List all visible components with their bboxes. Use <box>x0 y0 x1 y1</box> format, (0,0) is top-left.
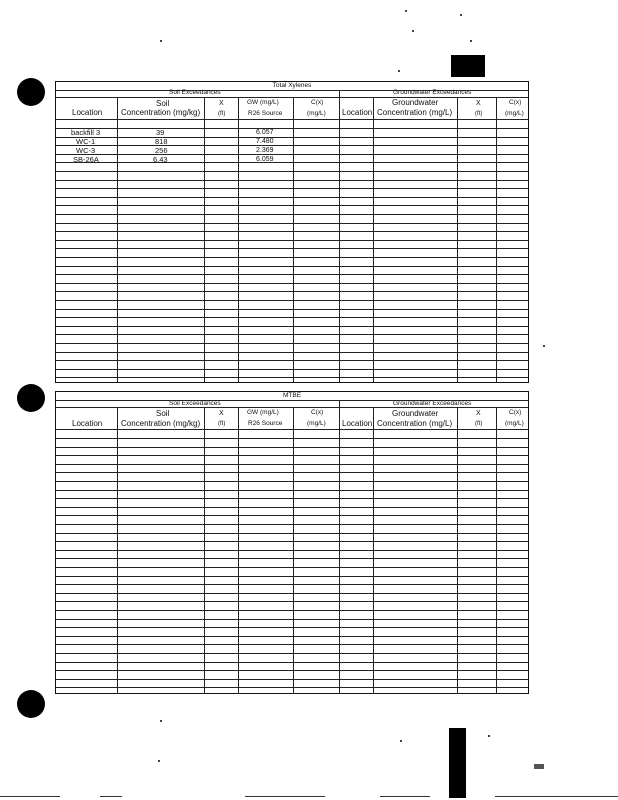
table-row-rule <box>56 274 528 275</box>
row-gw-source: 6.057 <box>256 129 274 136</box>
table-row-rule <box>56 541 528 542</box>
soil-group-header: Soil Exceedances <box>169 89 221 96</box>
table-row-rule <box>56 601 528 602</box>
row-gw-source: 7.480 <box>256 138 274 145</box>
row-gw-source: 2.369 <box>256 147 274 154</box>
table-row-rule <box>56 472 528 473</box>
table-row-rule <box>56 257 528 258</box>
gw-cx-header-top: C(x) <box>509 99 522 106</box>
table-row-rule <box>56 317 528 318</box>
table-row-rule <box>56 619 528 620</box>
table-row-rule <box>56 214 528 215</box>
table-row-rule <box>56 283 528 284</box>
table-row-rule <box>56 627 528 628</box>
table-row-rule <box>56 438 528 439</box>
table-row-rule <box>56 154 528 155</box>
scan-speck <box>160 720 162 722</box>
header-rule <box>56 119 528 120</box>
scan-speck <box>488 735 490 737</box>
table-row-rule <box>56 162 528 163</box>
gw-cx-header-bottom: (mg/L) <box>505 110 524 117</box>
scan-speck <box>405 10 407 12</box>
table-row-rule <box>56 490 528 491</box>
table-row-rule <box>56 653 528 654</box>
scan-speck <box>412 30 414 32</box>
table-row-rule <box>56 128 528 129</box>
table-row-rule <box>56 197 528 198</box>
header-rule <box>56 400 528 401</box>
group-divider <box>339 90 340 382</box>
table-row-rule <box>56 309 528 310</box>
row-location: WC-1 <box>76 137 96 146</box>
x-header-bottom: (ft) <box>218 111 226 117</box>
header-rule <box>56 407 528 408</box>
table-row-rule <box>56 558 528 559</box>
table-row-rule <box>56 481 528 482</box>
gw-column-header-bottom: Concentration (mg/L) <box>377 108 453 117</box>
row-soil-concentration: 6.43 <box>153 155 168 164</box>
table-row-rule <box>56 291 528 292</box>
table-row-rule <box>56 455 528 456</box>
row-soil-concentration: 256 <box>155 146 168 155</box>
table-row-rule <box>56 662 528 663</box>
table-row-rule <box>56 326 528 327</box>
table-row-rule <box>56 524 528 525</box>
scan-mark-small <box>534 764 544 769</box>
location-header: Location <box>72 419 103 428</box>
table-row-rule <box>56 145 528 146</box>
table-row-rule <box>56 567 528 568</box>
header-rule <box>56 90 528 91</box>
groundwater-group-header: Groundwater Exceedances <box>393 89 472 96</box>
table-row-rule <box>56 533 528 534</box>
binder-hole-top <box>17 78 45 106</box>
group-divider <box>339 400 340 693</box>
table-row-rule <box>56 137 528 138</box>
table-row-rule <box>56 507 528 508</box>
scan-speck <box>543 345 545 347</box>
location-header: Location <box>72 108 103 117</box>
table-row-rule <box>56 231 528 232</box>
table-row-rule <box>56 266 528 267</box>
scan-speck <box>400 740 402 742</box>
table-row-rule <box>56 610 528 611</box>
table-row-rule <box>56 343 528 344</box>
scan-bottom-rule-3 <box>245 796 325 797</box>
scan-speck <box>460 14 462 16</box>
table-row-rule <box>56 515 528 516</box>
table-row-rule <box>56 360 528 361</box>
soil-group-header: Soil Exceedances <box>169 400 221 407</box>
table-row-rule <box>56 498 528 499</box>
x-header-bottom: (ft) <box>218 421 226 427</box>
cx-header-top: C(x) <box>311 409 324 416</box>
gw-x-header-bottom: (ft) <box>475 111 483 117</box>
scan-black-bar-bottom <box>449 728 466 798</box>
table-row-rule <box>56 240 528 241</box>
table-row-rule <box>56 550 528 551</box>
gw-cx-header-top: C(x) <box>509 409 522 416</box>
groundwater-group-header: Groundwater Exceedances <box>393 400 472 407</box>
gw-x-header-top: X <box>476 100 481 107</box>
row-location: backfill 3 <box>71 128 101 137</box>
gw-x-header-top: X <box>476 410 481 417</box>
gw-source-header-top: GW (mg/L) <box>247 409 279 416</box>
table-title: MTBE <box>282 392 302 399</box>
table-title: Total Xylenes <box>272 82 312 89</box>
table-row-rule <box>56 180 528 181</box>
table-row-rule <box>56 377 528 378</box>
table-row-rule <box>56 679 528 680</box>
table-row-rule <box>56 223 528 224</box>
soil-column-header-bottom: Concentration (mg/kg) <box>121 108 201 117</box>
table-row-rule <box>56 464 528 465</box>
x-header-top: X <box>219 100 224 107</box>
cx-header-top: C(x) <box>311 99 324 106</box>
row-soil-concentration: 818 <box>155 137 168 146</box>
table-row-rule <box>56 576 528 577</box>
binder-hole-bottom <box>17 690 45 718</box>
mtbe-table <box>55 391 529 694</box>
gw-cx-header-bottom: (mg/L) <box>505 420 524 427</box>
table-row-rule <box>56 593 528 594</box>
scan-bottom-rule-2 <box>100 796 122 797</box>
table-row-rule <box>56 687 528 688</box>
gw-location-header: Location <box>342 419 373 428</box>
x-header-top: X <box>219 410 224 417</box>
scan-bottom-rule-4 <box>380 796 430 797</box>
table-row-rule <box>56 644 528 645</box>
table-row-rule <box>56 205 528 206</box>
cx-header-bottom: (mg/L) <box>307 420 326 427</box>
soil-column-header-bottom: Concentration (mg/kg) <box>121 419 201 428</box>
table-row-rule <box>56 352 528 353</box>
table-row-rule <box>56 636 528 637</box>
gw-x-header-bottom: (ft) <box>475 421 483 427</box>
header-rule <box>56 97 528 98</box>
table-row-rule <box>56 334 528 335</box>
soil-column-header-top: Soil <box>156 99 170 108</box>
cx-header-bottom: (mg/L) <box>307 110 326 117</box>
scan-speck <box>470 40 472 42</box>
table-row-rule <box>56 369 528 370</box>
table-row-rule <box>56 171 528 172</box>
table-row-rule <box>56 300 528 301</box>
scan-black-block-top <box>451 55 485 77</box>
row-soil-concentration: 39 <box>156 128 165 137</box>
gw-source-header-top: GW (mg/L) <box>247 99 279 106</box>
gw-source-header-bottom: R26 Source <box>248 110 283 117</box>
soil-column-header-top: Soil <box>156 409 170 418</box>
scan-bottom-rule-1 <box>0 796 60 797</box>
scan-bottom-rule-5 <box>495 796 618 797</box>
row-location: SB-26A <box>73 155 99 164</box>
table-row-rule <box>56 248 528 249</box>
gw-location-header: Location <box>342 108 373 117</box>
header-rule <box>56 429 528 430</box>
table-row-rule <box>56 447 528 448</box>
table-row-rule <box>56 670 528 671</box>
row-location: WC-3 <box>76 146 96 155</box>
gw-column-header-top: Groundwater <box>392 409 439 418</box>
row-gw-source: 6.059 <box>256 156 274 163</box>
scan-speck <box>158 760 160 762</box>
total-xylenes-table <box>55 81 529 383</box>
table-row-rule <box>56 188 528 189</box>
gw-column-header-top: Groundwater <box>392 98 439 107</box>
scan-speck <box>160 40 162 42</box>
binder-hole-middle <box>17 384 45 412</box>
gw-source-header-bottom: R26 Source <box>248 420 283 427</box>
gw-column-header-bottom: Concentration (mg/L) <box>377 419 453 428</box>
table-row-rule <box>56 584 528 585</box>
scan-speck <box>398 70 400 72</box>
